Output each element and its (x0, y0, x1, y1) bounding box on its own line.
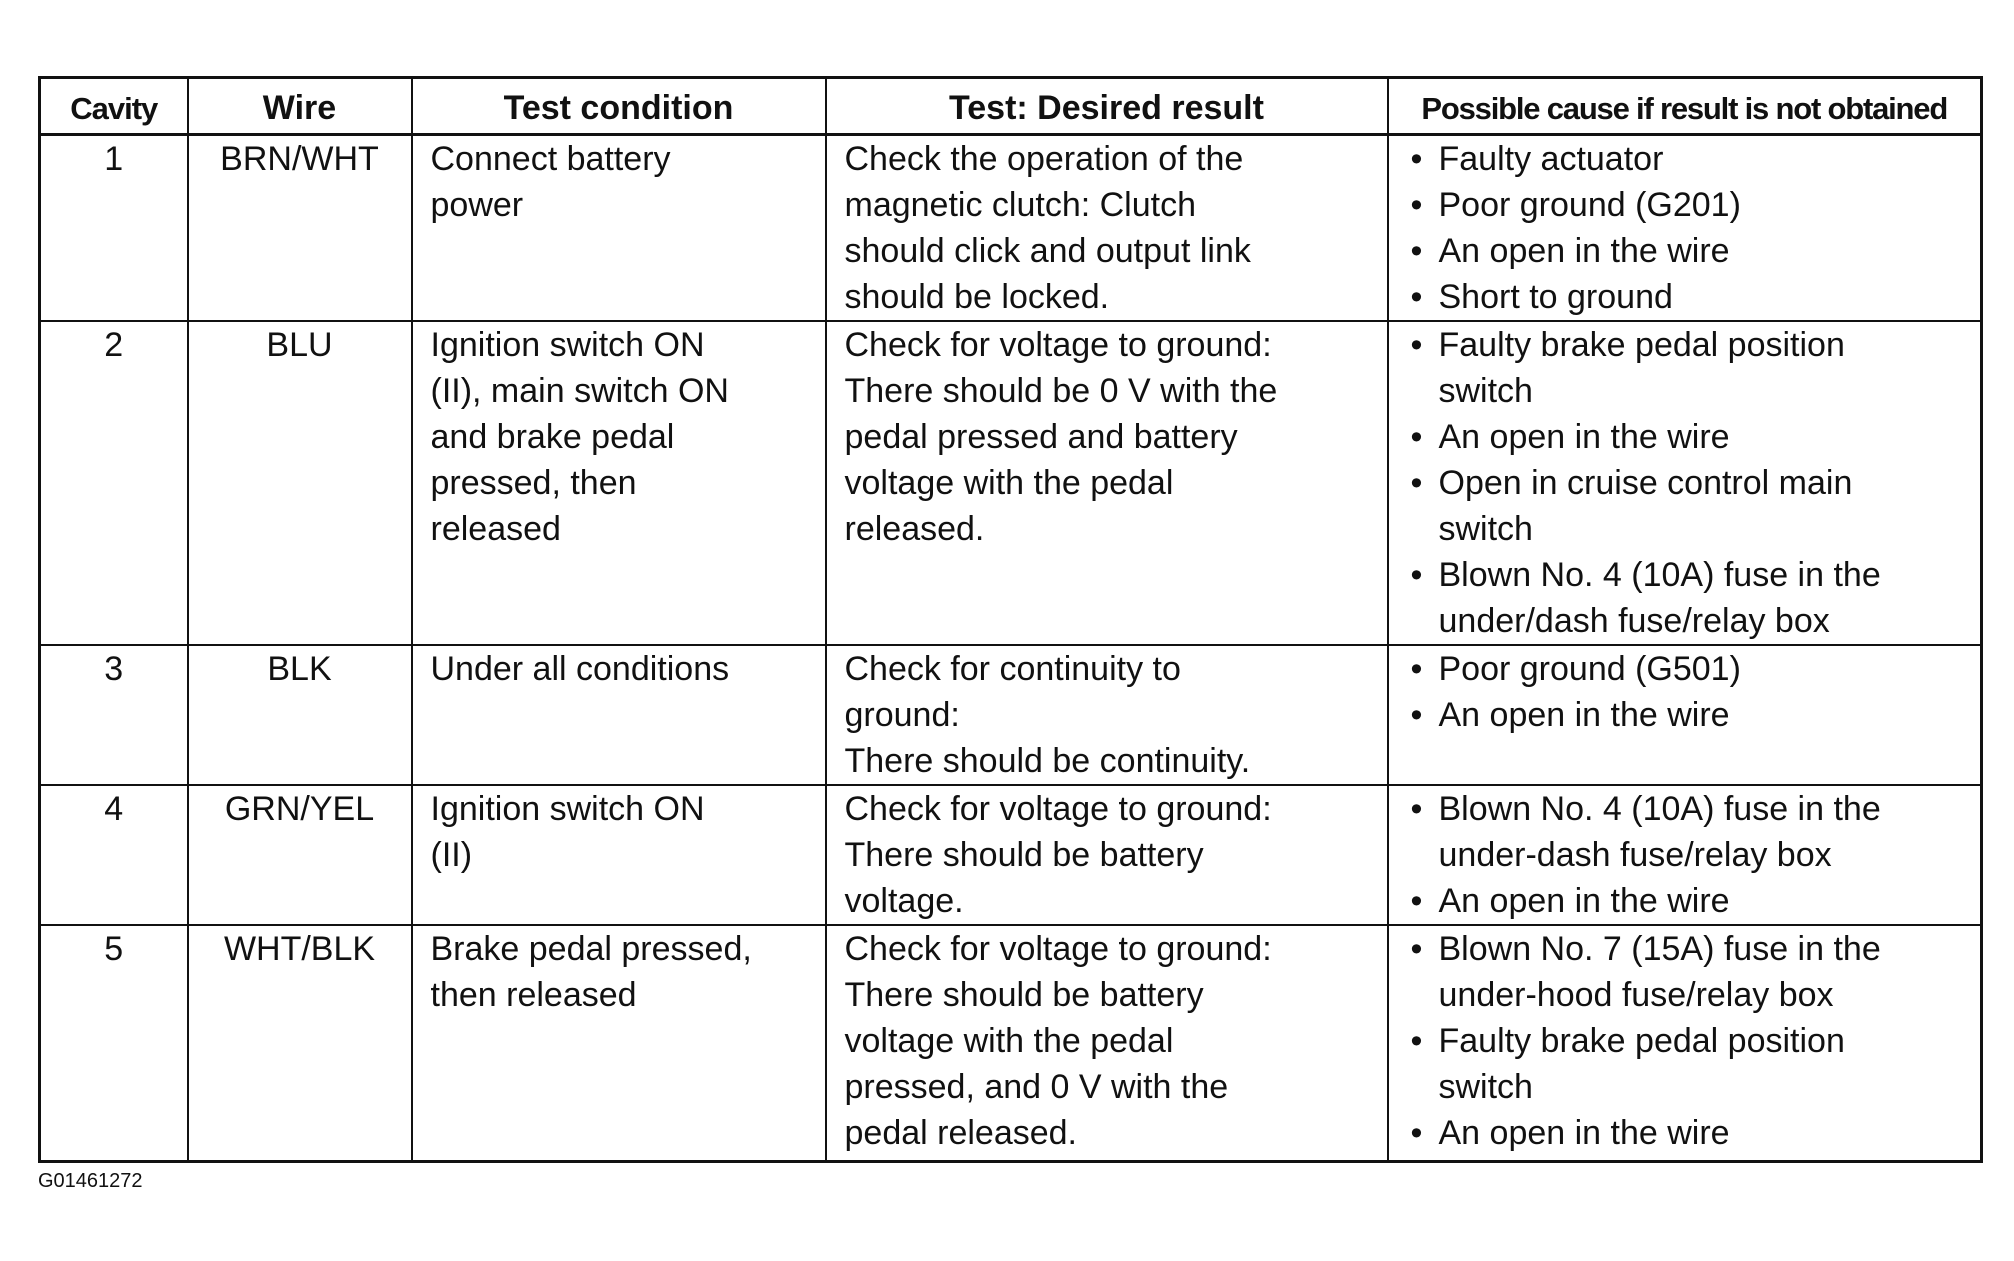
wire-cell (188, 321, 412, 645)
table-row (40, 925, 1982, 1161)
test-condition-cell (412, 135, 826, 322)
bullet-icon: • (1410, 650, 1423, 688)
bullet-icon: • (1410, 696, 1423, 734)
cause-text: An open in the wire (1438, 418, 1730, 456)
cause-item (1407, 552, 1963, 644)
wire-cell (188, 925, 412, 1161)
possible-cause-cell (1388, 785, 1982, 925)
cause-item (1407, 926, 1963, 1018)
test-condition-cell-text: Ignition switch ON (II), main switch ON and brake pedal pressed, then released (430, 326, 729, 548)
bullet-icon: • (1410, 1022, 1423, 1060)
desired-result-cell-text: Check for continuity to ground: There should be continuity. (844, 650, 1251, 780)
cause-text: Faulty brake pedal position switch (1438, 326, 1845, 410)
cause-item (1407, 878, 1963, 924)
test-condition-cell (412, 645, 826, 785)
test-condition-cell-text: Connect battery power (430, 140, 671, 224)
test-condition-cell-text: Brake pedal pressed, then released (430, 930, 752, 1014)
possible-cause-cell (1388, 135, 1982, 322)
cause-text: Short to ground (1438, 278, 1673, 316)
cause-item (1407, 322, 1963, 414)
bullet-icon: • (1410, 326, 1423, 364)
cause-text: Faulty actuator (1438, 140, 1664, 178)
header-desired-result: Test: Desired result (826, 78, 1388, 135)
test-condition-cell (412, 785, 826, 925)
cause-item (1407, 1018, 1963, 1110)
bullet-icon: • (1410, 278, 1423, 316)
cause-text: Faulty brake pedal position switch (1438, 1022, 1845, 1106)
cavity-cell (40, 321, 188, 645)
wire-cell (188, 785, 412, 925)
cause-item (1407, 786, 1963, 878)
bullet-icon: • (1410, 556, 1423, 594)
diagnostic-table (38, 76, 1983, 1163)
bullet-icon: • (1410, 1114, 1423, 1152)
desired-result-cell-text: Check for voltage to ground: There should be battery voltage. (844, 790, 1272, 920)
table-row (40, 321, 1982, 645)
cause-list (1407, 646, 1963, 738)
test-condition-cell (412, 925, 826, 1161)
bullet-icon: • (1410, 464, 1423, 502)
desired-result-cell (826, 321, 1388, 645)
cause-item (1407, 228, 1963, 274)
cavity-cell-text: 3 (104, 650, 124, 688)
cause-text: Poor ground (G201) (1438, 186, 1741, 224)
cavity-cell-text: 4 (104, 790, 124, 828)
test-condition-cell (412, 321, 826, 645)
table-header-row (40, 78, 1982, 135)
wire-cell (188, 135, 412, 322)
table-row (40, 645, 1982, 785)
bullet-icon: • (1410, 418, 1423, 456)
possible-cause-cell (1388, 645, 1982, 785)
wire-cell (188, 645, 412, 785)
header-wire: Wire (188, 78, 412, 135)
possible-cause-cell (1388, 925, 1982, 1161)
wire-cell-text: WHT/BLK (223, 930, 376, 968)
cause-item (1407, 460, 1963, 552)
desired-result-cell-text: Check for voltage to ground: There should be battery voltage with the pedal pressed, and 0 V with the pedal released. (844, 930, 1272, 1152)
bullet-icon: • (1410, 232, 1423, 270)
bullet-icon: • (1410, 186, 1423, 224)
header-test-condition: Test condition (412, 78, 826, 135)
cavity-cell (40, 785, 188, 925)
cause-list (1407, 136, 1963, 320)
desired-result-cell (826, 645, 1388, 785)
cavity-cell-text: 2 (104, 326, 124, 364)
cause-item (1407, 136, 1963, 182)
possible-cause-cell (1388, 321, 1982, 645)
desired-result-cell (826, 135, 1388, 322)
cause-text: Blown No. 4 (10A) fuse in the under/dash fuse/relay box (1438, 556, 1881, 640)
desired-result-cell-text: Check for voltage to ground: There should be 0 V with the pedal pressed and battery voltage with the pedal released. (844, 326, 1278, 548)
cause-text: An open in the wire (1438, 696, 1730, 734)
test-condition-cell-text: Ignition switch ON (II) (430, 790, 705, 874)
cavity-cell-text: 1 (104, 140, 124, 178)
wire-cell-text: GRN/YEL (224, 790, 375, 828)
cause-item (1407, 414, 1963, 460)
cause-text: Blown No. 4 (10A) fuse in the under-dash fuse/relay box (1438, 790, 1881, 874)
cavity-cell (40, 925, 188, 1161)
desired-result-cell (826, 925, 1388, 1161)
cause-text: Open in cruise control main switch (1438, 464, 1853, 548)
cause-text: An open in the wire (1438, 882, 1730, 920)
cause-item (1407, 274, 1963, 320)
desired-result-cell (826, 785, 1388, 925)
test-condition-cell-text: Under all conditions (430, 650, 730, 688)
cause-text: Blown No. 7 (15A) fuse in the under-hood fuse/relay box (1438, 930, 1881, 1014)
table-body (40, 135, 1982, 1162)
cause-item (1407, 646, 1963, 692)
bullet-icon: • (1410, 882, 1423, 920)
cause-list (1407, 786, 1963, 924)
cause-text: Poor ground (G501) (1438, 650, 1741, 688)
cause-list (1407, 322, 1963, 644)
desired-result-cell-text: Check the operation of the magnetic clutch: Clutch should click and output link should be locked. (844, 140, 1251, 316)
cause-item (1407, 1110, 1963, 1156)
bullet-icon: • (1410, 930, 1423, 968)
cause-item (1407, 182, 1963, 228)
bullet-icon: • (1410, 790, 1423, 828)
bullet-icon: • (1410, 140, 1423, 178)
header-possible-cause: Possible cause if result is not obtained (1388, 78, 1982, 135)
wire-cell-text: BLK (267, 650, 332, 688)
cavity-cell (40, 135, 188, 322)
cause-list (1407, 926, 1963, 1156)
cause-item (1407, 692, 1963, 738)
cavity-cell (40, 645, 188, 785)
figure-id: G01461272 (38, 1170, 143, 1192)
table-row (40, 135, 1982, 322)
header-cavity: Cavity (40, 78, 188, 135)
wire-cell-text: BLU (266, 326, 333, 364)
wire-cell-text: BRN/WHT (220, 140, 379, 178)
cavity-cell-text: 5 (104, 930, 124, 968)
cause-text: An open in the wire (1438, 1114, 1730, 1152)
table-row (40, 785, 1982, 925)
cause-text: An open in the wire (1438, 232, 1730, 270)
